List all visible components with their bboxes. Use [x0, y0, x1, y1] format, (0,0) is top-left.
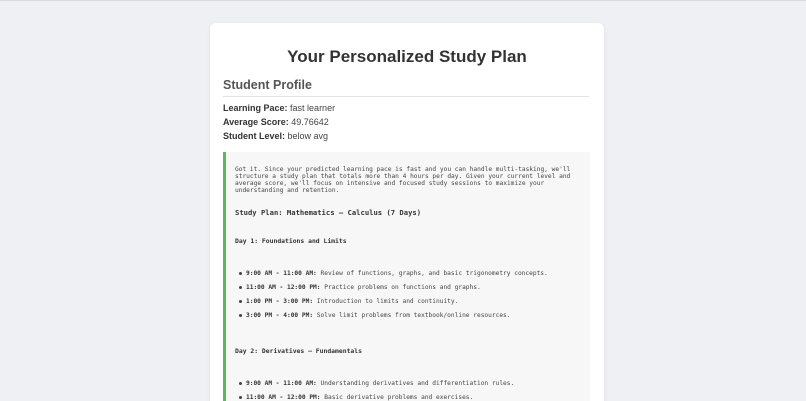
list-item: 11:00 AM - 12:00 PM: Basic derivative problems and exercises.	[246, 394, 586, 401]
day-heading: Day 1: Foundations and Limits	[235, 237, 347, 245]
learning-pace-label: Learning Pace:	[223, 103, 288, 113]
learning-pace-value: fast learner	[290, 103, 336, 113]
plan-intro: Got it. Since your predicted learning pace is fast and you can handle multi-tasking, we'll structure a study plan that totals more than 4 hours per day. Given your current level and average score, we'll focus on intensive and focused study sessions to maximize your understanding and retention.	[235, 166, 571, 195]
study-plan-content	[223, 152, 590, 401]
page-title: Your Personalized Study Plan	[287, 47, 527, 66]
average-score-label: Average Score:	[223, 117, 289, 127]
top-border	[0, 0, 806, 1]
study-plan-card	[210, 23, 604, 401]
list-item: 11:00 AM - 12:00 PM: Practice problems on functions and graphs.	[246, 284, 586, 291]
average-score-value: 49.76642	[291, 117, 329, 127]
learning-pace-row	[223, 103, 335, 113]
day-heading: Day 2: Derivatives – Fundamentals	[235, 347, 362, 355]
student-level-value: below avg	[287, 131, 329, 141]
list-item: 1:00 PM - 3:00 PM: Introduction to limits and continuity.	[246, 298, 586, 305]
student-level-label: Student Level:	[223, 131, 286, 141]
profile-section-title: Student Profile	[223, 78, 312, 92]
list-item: 9:00 AM - 11:00 AM: Review of functions, graphs, and basic trigonometry concepts.	[246, 270, 586, 277]
section-divider	[223, 96, 589, 97]
list-item: 3:00 PM - 4:00 PM: Solve limit problems from textbook/online resources.	[246, 312, 586, 319]
student-level-row	[223, 131, 328, 141]
plan-heading: Study Plan: Mathematics – Calculus (7 Days)	[235, 208, 422, 217]
average-score-row	[223, 117, 329, 127]
list-item: 9:00 AM - 11:00 AM: Understanding derivatives and differentiation rules.	[246, 380, 586, 387]
